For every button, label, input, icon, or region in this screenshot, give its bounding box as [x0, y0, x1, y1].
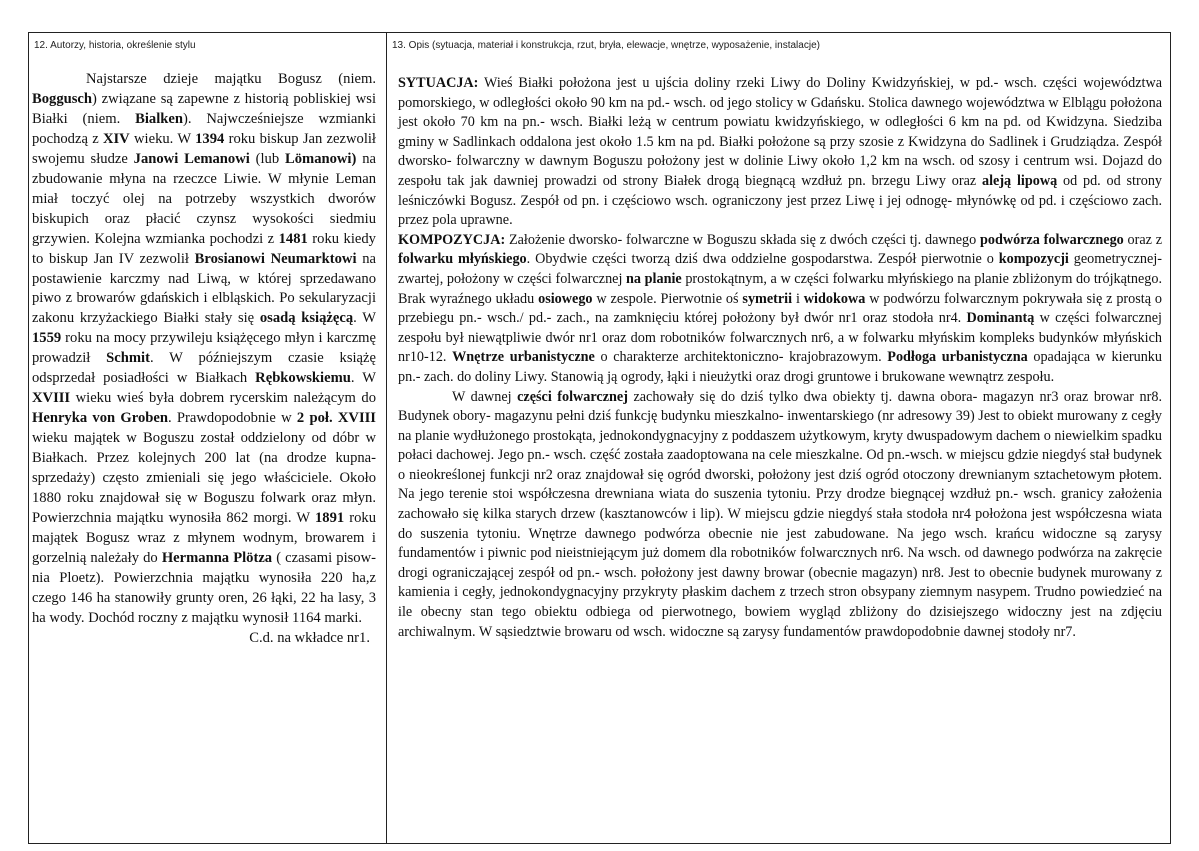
description-paragraph	[398, 231, 1162, 388]
bold-text: Podłoga urbanistyczna	[887, 349, 1028, 366]
bold-text: Hermanna Plötza	[161, 549, 273, 566]
description-section	[398, 74, 1162, 642]
bold-text: widokowa	[803, 290, 866, 307]
text-run: . W późniejszym czasie książę odsprzedał posiadłości w Białkach	[32, 350, 376, 387]
bold-text: Henryka von Groben	[32, 410, 168, 427]
bold-text: części folwarcznej	[517, 388, 628, 405]
right-column-heading: 13. Opis (sytuacja, materiał i konstrukcja, rzut, bryła, elewacje, wnętrze, wyposażenie, instalacje)	[392, 40, 820, 51]
text-run: prostokątnym, a w części folwarku młyńskiego na planie zbliżonym do trójkątnego. Brak wyraźnego układu	[398, 270, 1163, 307]
bold-text: Schmit	[106, 350, 150, 367]
history-paragraph	[32, 70, 376, 629]
text-run: geometrycznej- zwartej, położony w części folwarcznej	[398, 251, 1162, 287]
text-run: W dawnej	[452, 388, 518, 405]
bold-text: osiowego	[538, 290, 593, 307]
bold-text: Rębkowskiemu	[255, 370, 351, 387]
text-run: Najstarsze dzieje majątku Bogusz (niem.	[86, 71, 376, 87]
text-run: wieku. W	[129, 130, 196, 147]
bold-text: Janowi Lemanowi	[133, 150, 250, 167]
text-run: roku biskup Jan zezwolił swojemu słudze	[32, 130, 376, 167]
description-paragraph	[398, 388, 1162, 643]
text-run: ). Najwcześniejsze wzmianki pochodzą z	[32, 110, 376, 147]
bold-text: Wnętrze urbanistyczne	[452, 349, 595, 366]
continuation-note: C.d. na wkładce nr1.	[249, 629, 370, 646]
bold-text: 1559	[32, 330, 62, 347]
text-run: Wieś Białki położona jest u ujścia doliny rzeki Liwy do Doliny Kwidzyńskiej, w pd.- wsch. części województwa pomorskiego, w odległości około 90 km na pd.- wsch. od jego stolicy w Gdańsku. Stolica dawnego województwa w Elblągu położona jest około 70 km na pn.- wsch. Białki leżą w centrum powiatu kwidzyńskiego, w odległości 6 km na pd. od Kwidzyna. Siedziba gminy w Sadlinkach oddalona jest około 1.5 km na pd. Białki położone są przy szosie z Kwidzyna do Sadlinek i Grudziądza. Zespół dworsko- folwarczny w dawnym Boguszu położony jest w dolinie Liwy około 1,2 km na wsch. od szosy i centrum wsi. Dojazd do zespołu tak jak dawniej prowadzi od strony Białek drogą biegnącą wzdłuż pn. brzegu Liwy oraz	[398, 75, 1162, 189]
bold-text: 1481	[278, 230, 308, 247]
text-run: wieku wieś była dobrem rycerskim należącym do	[70, 390, 376, 407]
text-run: w części folwarcznej zespołu był niewątpliwie dwór nr1 oraz dom robotników folwarcznych nr6, a w folwarku młyńskim kompleks budynków młyńskich nr10-12.	[398, 310, 1162, 366]
text-run: opadająca w kierunku pn.- zach. do doliny Liwy. Stanowią ją ogrody, łąki i nieużytki oraz drogi gruntowe i brukowane wewnątrz zespołu.	[398, 349, 1162, 385]
bold-text: Dominantą	[966, 310, 1035, 327]
text-run: w zespole. Pierwotnie oś	[592, 290, 743, 307]
bold-text: osadą książęcą	[259, 310, 354, 327]
bold-text: KOMPOZYCJA:	[398, 231, 506, 248]
bold-text: XVIII	[32, 390, 71, 407]
left-column-heading: 12. Autorzy, historia, określenie stylu	[34, 40, 196, 51]
bold-text: folwarku młyńskiego	[398, 251, 527, 268]
text-run: Założenie dworsko- folwarczne w Boguszu składa się z dwóch części tj. dawnego	[505, 231, 980, 248]
column-divider	[386, 32, 387, 844]
text-run: (lub	[249, 150, 285, 167]
text-run: . W	[350, 370, 376, 387]
bold-text: Lömanowi)	[285, 150, 357, 167]
bold-text: na planie	[626, 270, 682, 287]
bold-text: Brosianowi Neumarktowi	[194, 250, 357, 267]
text-run: oraz z	[1123, 231, 1163, 248]
bold-text: Boggusch	[32, 90, 93, 107]
text-run: wieku majątek w Boguszu został oddzielony od dóbr w Białkach. Przez kolejnych 200 lat (na drodze kupna- sprzedaży) często zmieniali się jego właściciele. Około 1880 roku znajdował się w Boguszu folwark oraz młyn. Powierzchnia majątku wynosiła 862 morgi. W	[32, 430, 376, 526]
bold-text: symetrii	[742, 290, 793, 307]
text-run: zachowały się do dziś tylko dwa obiekty tj. dawna obora- magazyn nr3 oraz browar nr8. Budynek obory- magazynu pełni dziś funkcję budynku mieszkalno- inwentarskiego (nr adresowy 39) Jest to obiekt murowany z cegły na planie wydłużonego prostokąta, jednokondygnacyjny z poddaszem użytkowym, kryty dwuspadowym dachem o niewielkim spadku połaci dachowej. Jego pn.- wsch. część została zaadoptowana na cele mieszkalne. Od pn.-wsch. w miejscu gdzie niegdyś stał budynek o nieokreślonej funkcji nr2 oraz znajdował się ogród dworski, położony jest dziś ogród otoczony drewnianym sztachetowym płotem. Na jego terenie stoi współczesna drewniana wiata do suszenia tytoniu. Przy drodze biegnącej wzdłuż pn.- wsch. granicy założenia zachowało się kilka starych drzew (kasztanowców i lip). W miejscu gdzie niegdyś stała stodoła nr4 położona jest współczesna wiata do suszenia tytoniu. Wnętrze dawnego podwórza obecnie nie jest zabudowane. Na jego wsch. krańcu widoczne są zarysy fundamentów i piwnic pod nieistniejącym już domem dla robotników folwarcznych nr6. Na wsch. od dawnego podwórza na zakręcie drogi ograniczającej zespół od pn.- wsch. położony jest dawny browar (obecnie magazyn) nr8. Jest to obecnie budynek murowany z kamienia i cegły, jednokondygnacyjny przykryty płaskim dachem z trzech stron obsypany ziemnym nasypem. Trudno powiedzieć na ile obecny stan tego obiektu odbiega od pierwotnego, bowiem wygląd zbliżony do dzisiejszego widoczny jest na zdjęciu archiwalnym. W sąsiedztwie browaru od wsch. widoczne są zarysy fundamentów prawdopodobnie dawnej stodoły nr7.	[398, 388, 1162, 640]
history-section	[32, 70, 376, 649]
text-run: na postawienie karczmy nad Liwą, w której sprzedawano piwo z browarów gdańskich i elbląskich. Po sekularyzacji zakonu krzyżackiego Białki stały się	[32, 250, 376, 327]
bold-text: podwórza folwarcznego	[979, 231, 1124, 248]
text-run: roku kiedy to biskup Jan IV zezwolił	[32, 230, 376, 267]
text-run: w podwórzu folwarcznym pokrywała się z prostą o przebiegu pn.- wsch./ pd.- zach., na zamknięciu której położony był dwór nr1 oraz stodoła nr4.	[398, 290, 1162, 327]
text-run: . Obydwie części tworzą dziś dwa oddzielne gospodarstwa. Zespół pierwotnie o	[526, 251, 999, 268]
text-run: i	[792, 290, 804, 307]
text-run: roku na mocy przywileju książęcego młyn i karczmę prowadził	[32, 330, 376, 367]
text-run: ( czasami pisow-nia Ploetz). Powierzchnia majątku wynosiła 220 ha,z czego 146 ha stanowiły grunty oren, 26 łąki, 22 ha lasy, 3 ha wody. Dochód roczny z majątku wynosił 1164 marki.	[32, 549, 376, 626]
text-run: na zbudowanie młyna na rzeczce Liwie. W młynie Leman miał toczyć olej na potrzeby wszystkich dworów biskupich oraz płacić czynsz wysokości siedmiu grzywien. Kolejna wzmianka pochodzi z	[32, 150, 376, 247]
bold-text: Bialken	[135, 110, 183, 127]
text-run: . W	[353, 310, 376, 327]
bold-text: XIV	[102, 130, 130, 147]
history-text	[32, 70, 376, 629]
description-paragraph	[398, 74, 1162, 231]
text-run: ) związane są zapewne z historią pobliskiej wsi Białki (niem.	[32, 90, 376, 127]
text-run: o charakterze architektoniczno- krajobrazowym.	[594, 349, 888, 366]
bold-text: aleją lipową	[981, 172, 1058, 189]
text-run: . Prawdopodobnie w	[167, 410, 297, 427]
bold-text: 1394	[195, 130, 225, 147]
text-run: roku majątek Bogusz wraz z młynem wodnym, browarem i gorzelnią należały do	[32, 509, 376, 566]
bold-text: 2 poł. XVIII	[296, 410, 376, 427]
text-run: od pd. od strony leśniczówki Bogusz. Zespół od pn. i częściowo wsch. ograniczony jest przez Liwę i jej odnogę- młynówkę od pd. i częściowo zach. przez pola uprawne.	[398, 172, 1163, 229]
bold-text: kompozycji	[998, 251, 1069, 268]
bold-text: 1891	[314, 509, 345, 526]
bold-text: SYTUACJA:	[398, 75, 479, 91]
